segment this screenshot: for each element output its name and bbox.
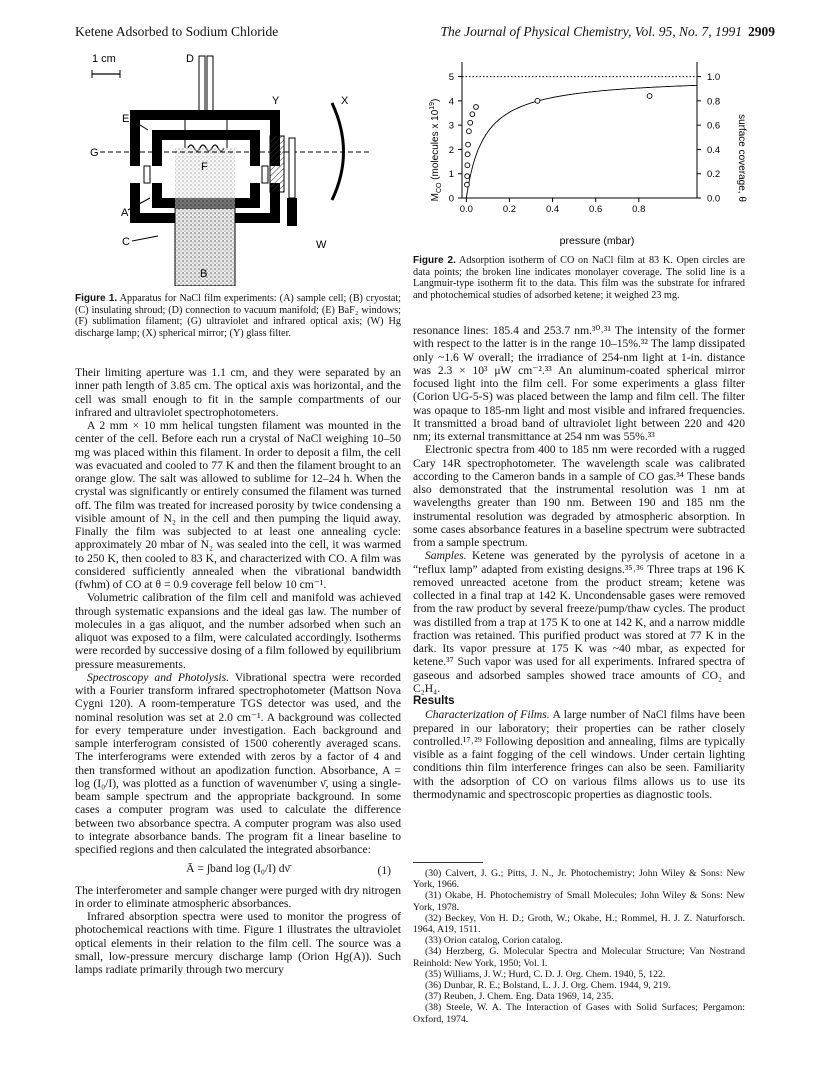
- figure1-apparatus-diagram: [70, 48, 400, 286]
- data-point: [465, 174, 470, 179]
- label-B: B: [200, 268, 208, 280]
- references-list: [413, 868, 745, 1025]
- figure2-isotherm-chart: [412, 48, 752, 250]
- window-right: [262, 166, 268, 183]
- y-tick-label-right: 0.0: [707, 193, 721, 205]
- ylabel-main: M: [430, 193, 441, 202]
- right-paragraph-3-text: Ketene was generated by the pyrolysis of acetone in a “reflux lamp” adapted from existing designs.³⁵˒³⁶ Three traps at 196 K removed unreacted acetone from the product stream; ketene was collected in a final trap at 142 K. Uncondensable gases were removed from the raw product by several freeze/pump/thaw cycles. The product was distilled from a trap at 175 K to one at 142 K, and a narrow middle fraction was retained. This purified product was stored at 77 K in the dark. Its vapor pressure at 175 K was ~40 mbar, as expected for ketene.³⁷ Such vapor was used for all experiments. Infrared spectra of gaseous and adsorbed samples showed trace amounts of CO₂ and C₂H₄.: [413, 549, 745, 695]
- running-title: Ketene Adsorbed to Sodium Chloride: [75, 24, 279, 39]
- lamp-base: [287, 198, 297, 226]
- y-tick-label-left: 3: [448, 120, 454, 132]
- chart-ylabel-left: [429, 99, 443, 202]
- chart-ylabel-right: surface coverage, θ: [736, 114, 747, 202]
- label-A: A: [121, 207, 129, 219]
- equation-1: [75, 862, 401, 878]
- data-point: [535, 98, 540, 103]
- reference-item: (37) Reuben, J. Chem. Eng. Data 1969, 14, 235.: [425, 991, 614, 1003]
- data-point: [466, 142, 471, 147]
- reference-item: (33) Orion catalog, Corion catalog.: [425, 935, 563, 947]
- label-X: X: [341, 95, 349, 107]
- figure2-caption: [413, 255, 745, 301]
- figure1-caption-text: Apparatus for NaCl film experiments: (A) sample cell; (B) cryostat; (C) insulating shroud; (D) connection to vacuum manifold; (E) BaF₂ windows; (F) sublimation filament; (G) ultraviolet and infrared optical axis; (W) Hg discharge lamp; (X) spherical mirror; (Y) glass filter.: [75, 293, 402, 339]
- left-paragraph-2: A 2 mm × 10 mm helical tungsten filament was mounted in the center of the cell. Before each run a crystal of NaCl weighing 10–50 mg was placed within this filament. In order to deposit a film, the cell was evacuated and cooled to 77 K and then the filament brought to an orange glow. The salt was allowed to sublime for 12–24 h. When the crystal was significantly or entirely consumed the filament was turned off. The film was treated for increased porosity by twice condensing a visible amount of N₂ in the cell and then pumping the liquid away. Finally the film was subjected to at least one annealing cycle: approximately 20 mbar of N₂ was sealed into the cell, it was warmed to 250 K, then cooled to 83 K, and characterized with CO. A film was considered sufficiently annealed when the vibrational bandwidth (fwhm) of CO at θ = 0.9 coverage fell below 10 cm⁻¹.: [75, 419, 401, 591]
- glass-filter: [270, 136, 284, 192]
- reference-item: (32) Beckey, Von H. D.; Groth, W.; Okabe, H.; Rommel, H. J. Z. Naturforsch. 1964, A19, 1511.: [413, 912, 745, 936]
- right-paragraph-3: [413, 549, 745, 695]
- label-D: D: [186, 53, 194, 65]
- figure1-caption: [75, 293, 401, 339]
- ylabel-exp: 19: [429, 101, 436, 110]
- data-point: [466, 129, 471, 134]
- reference-item: (35) Williams, J. W.; Hurd, C. D. J. Org. Chem. 1940, 5, 122.: [425, 968, 666, 980]
- y-tick-label-left: 4: [448, 96, 454, 108]
- y-tick-label-right: 0.2: [707, 169, 721, 181]
- vacuum-tube-right: [207, 56, 213, 118]
- ylabel-rest: (molecules x 10: [430, 109, 441, 183]
- reference-item: (38) Steele, W. A. The Interaction of Gases with Solid Surfaces; Pergamon: Oxford, 1974.: [413, 1002, 745, 1025]
- label-W: W: [316, 239, 327, 251]
- left-paragraph-4: [75, 671, 401, 857]
- y-tick-label-left: 1: [448, 169, 454, 181]
- ylabel-sub: CO: [436, 182, 443, 194]
- y-tick-label-right: 0.8: [707, 96, 721, 108]
- reference-item: (34) Herzberg, G. Molecular Spectra and Molecular Structure; Van Nostrand Reinhold: New York, 1950; Vol. I.: [413, 946, 745, 969]
- chart-xlabel: pressure (mbar): [559, 235, 635, 247]
- right-column: [413, 324, 745, 801]
- left-paragraph-1: Their limiting aperture was 1.1 cm, and they were separated by an inner path length of 3.85 cm. The optical axis was horizontal, and the cell was small enough to fit in the sample compartments of our infrared and ultraviolet spectrophotometers.: [75, 366, 401, 419]
- reference-item: (36) Dunbar, R. E.; Bolstand, L. J. J. Org. Chem. 1944, 9, 219.: [425, 980, 671, 992]
- vacuum-tube-left: [199, 56, 205, 118]
- label-Y: Y: [272, 95, 280, 107]
- equation-number: (1): [377, 864, 391, 878]
- figure2-caption-head: Figure 2.: [413, 255, 456, 266]
- left-paragraph-5: The interferometer and sample changer were purged with dry nitrogen in order to eliminate atmospheric absorbances.: [75, 883, 401, 910]
- data-point: [465, 152, 470, 157]
- footnote-rule: [413, 862, 483, 863]
- section-samples-head: Samples.: [425, 549, 467, 563]
- x-tick-label: 0.6: [589, 204, 603, 215]
- y-tick-label-left: 2: [448, 144, 454, 156]
- journal-citation: The Journal of Physical Chemistry, Vol. 95, No. 7, 1991: [440, 24, 742, 39]
- reference-item: (31) Okabe, H. Photochemistry of Small Molecules; John Wiley & Sons: New York, 1978.: [413, 890, 745, 913]
- ylabel-end: ): [430, 98, 441, 102]
- lamp-tube: [289, 138, 295, 198]
- right-paragraph-2: Electronic spectra from 400 to 185 nm were recorded with a rugged Cary 14R spectrophotometer. The wavelength scale was calibrated according to the Cameron bands in a sample of CO gas.³⁴ These bands also demonstrated that the instrumental resolution was 1 nm at wavelengths greater than 190 nm. Between 190 and 185 nm the instrumental resolution was degraded by atmospheric absorption. In some cases absorbance features in a baseline spectrum were subtracted from a sample spectrum.: [413, 443, 745, 549]
- y-tick-label-left: 0: [448, 193, 454, 205]
- left-paragraph-3: Volumetric calibration of the film cell and manifold was achieved through systematic expansions and the ideal gas law. The number of molecules in a gas aliquot, and the number adsorbed when such an aliquot was exposed to a film, were calculated accordingly. Isotherms were recorded by successive dosing of a film followed by equilibrium pressure measurements.: [75, 591, 401, 671]
- scale-label: 1 cm: [92, 53, 116, 65]
- x-tick-label: 0.8: [632, 204, 646, 215]
- y-tick-label-right: 1.0: [707, 72, 721, 84]
- data-point: [465, 163, 470, 168]
- sample-cell-right: [250, 140, 260, 166]
- right-paragraph-1: resonance lines: 185.4 and 253.7 nm.³⁰˒³¹ The intensity of the former with respect to the latter is in the range 10–15%.³² The lamp dissipated only ~1.6 W overall; the irradiance of 254-nm light at 1-in. distance was 2.3 × 10³ μW cm⁻².³³ An aluminum-coated spherical mirror focused light into the film cell. For some experiments a glass filter (Corion UG-5-S) was placed between the lamp and film cell. The filter was opaque to 185-nm light and most visible and infrared frequencies. It transmitted a broad band of ultraviolet light between 220 and 420 nm; its external transmittance at 254 nm was 55%.³³: [413, 324, 745, 443]
- reference-item: (30) Calvert, J. G.; Pitts, J. N., Jr. Photochemistry; John Wiley & Sons: New York, 1966.: [413, 868, 745, 891]
- page-number: 2909: [748, 24, 775, 39]
- data-point: [468, 120, 473, 125]
- data-point: [647, 94, 652, 99]
- x-tick-label: 0.0: [459, 204, 473, 215]
- figure1-caption-head: Figure 1.: [75, 293, 118, 304]
- x-tick-label: 0.2: [502, 204, 517, 215]
- y-tick-label-right: 0.4: [707, 144, 721, 156]
- langmuir-fit-curve: [466, 85, 697, 198]
- label-C: C: [122, 236, 130, 248]
- x-tick-label: 0.4: [545, 204, 560, 215]
- label-G: G: [90, 147, 99, 159]
- y-tick-label-right: 0.6: [707, 120, 721, 132]
- right-paragraph-4: [413, 708, 745, 801]
- section-spectroscopy-head: Spectroscopy and Photolysis.: [87, 670, 230, 684]
- left-paragraph-4-text: Vibrational spectra were recorded with a Fourier transform infrared spectrophotometer (Mattson Nova Cygni 120). A room-temperature TGS detector was used, and the nominal resolution was set at 2.0 cm⁻¹. A background was collected for every temperature under investigation. Each background and sample interferogram consisted of 1500 coherently averaged scans. The interferograms were extended with zeros by a factor of 4 and then transformed without an apodization function. Absorbance, A = log (I₀/I), was plotted as a function of wavenumber ν̄, using a single-beam sample spectrum and the appropriate background. In some cases a computer program was used to calculate the difference between two absorbance spectra. A computer program was also used to integrate absorbance bands. The program fit a linear baseline to specified regions and then calculated the integrated absorbance:: [75, 670, 401, 856]
- equation-text: Ā = ∫band log (I₀/I) dν̄: [186, 862, 290, 876]
- data-point: [465, 182, 470, 187]
- results-heading: Results: [413, 695, 455, 707]
- journal-header: [441, 24, 776, 40]
- section-films-head: Characterization of Films.: [425, 708, 550, 722]
- right-paragraph-4-text: A large number of NaCl films have been prepared in our laboratory; their properties can be rather closely controlled.¹⁷˒²⁹ Following deposition and annealing, films are typically visible as a faint fogging of the cell windows. Under certain lighting conditions thin film interference fringes can also be seen. Familiarity with the adsorption of CO on various films allows us to use its thermodynamic and spectroscopic properties as diagnostic tools.: [413, 708, 745, 801]
- data-point: [474, 105, 479, 110]
- y-tick-label-left: 5: [448, 72, 454, 84]
- label-F: F: [201, 161, 208, 173]
- window-left: [144, 166, 150, 183]
- left-paragraph-6: Infrared absorption spectra were used to monitor the progress of photochemical reactions with time. Figure 1 illustrates the ultraviolet optical elements in their relation to the film cell. The source was a small, low-pressure mercury discharge lamp (Orion Hg(A)). Such lamps radiate primarily through two mercury: [75, 910, 401, 976]
- label-C-leader: [132, 236, 158, 241]
- left-column: [75, 366, 401, 976]
- figure2-caption-text: Adsorption isotherm of CO on NaCl film at 83 K. Open circles are data points; the broken line indicates monolayer coverage. The solid line is a Langmuir-type isotherm fit to the data. This film was the substrate for infrared and photochemical studies of adsorbed ketene; it weighed 23 mg.: [413, 255, 746, 301]
- cryostat-upper: [175, 148, 235, 208]
- label-E: E: [122, 113, 130, 125]
- data-point: [470, 112, 475, 117]
